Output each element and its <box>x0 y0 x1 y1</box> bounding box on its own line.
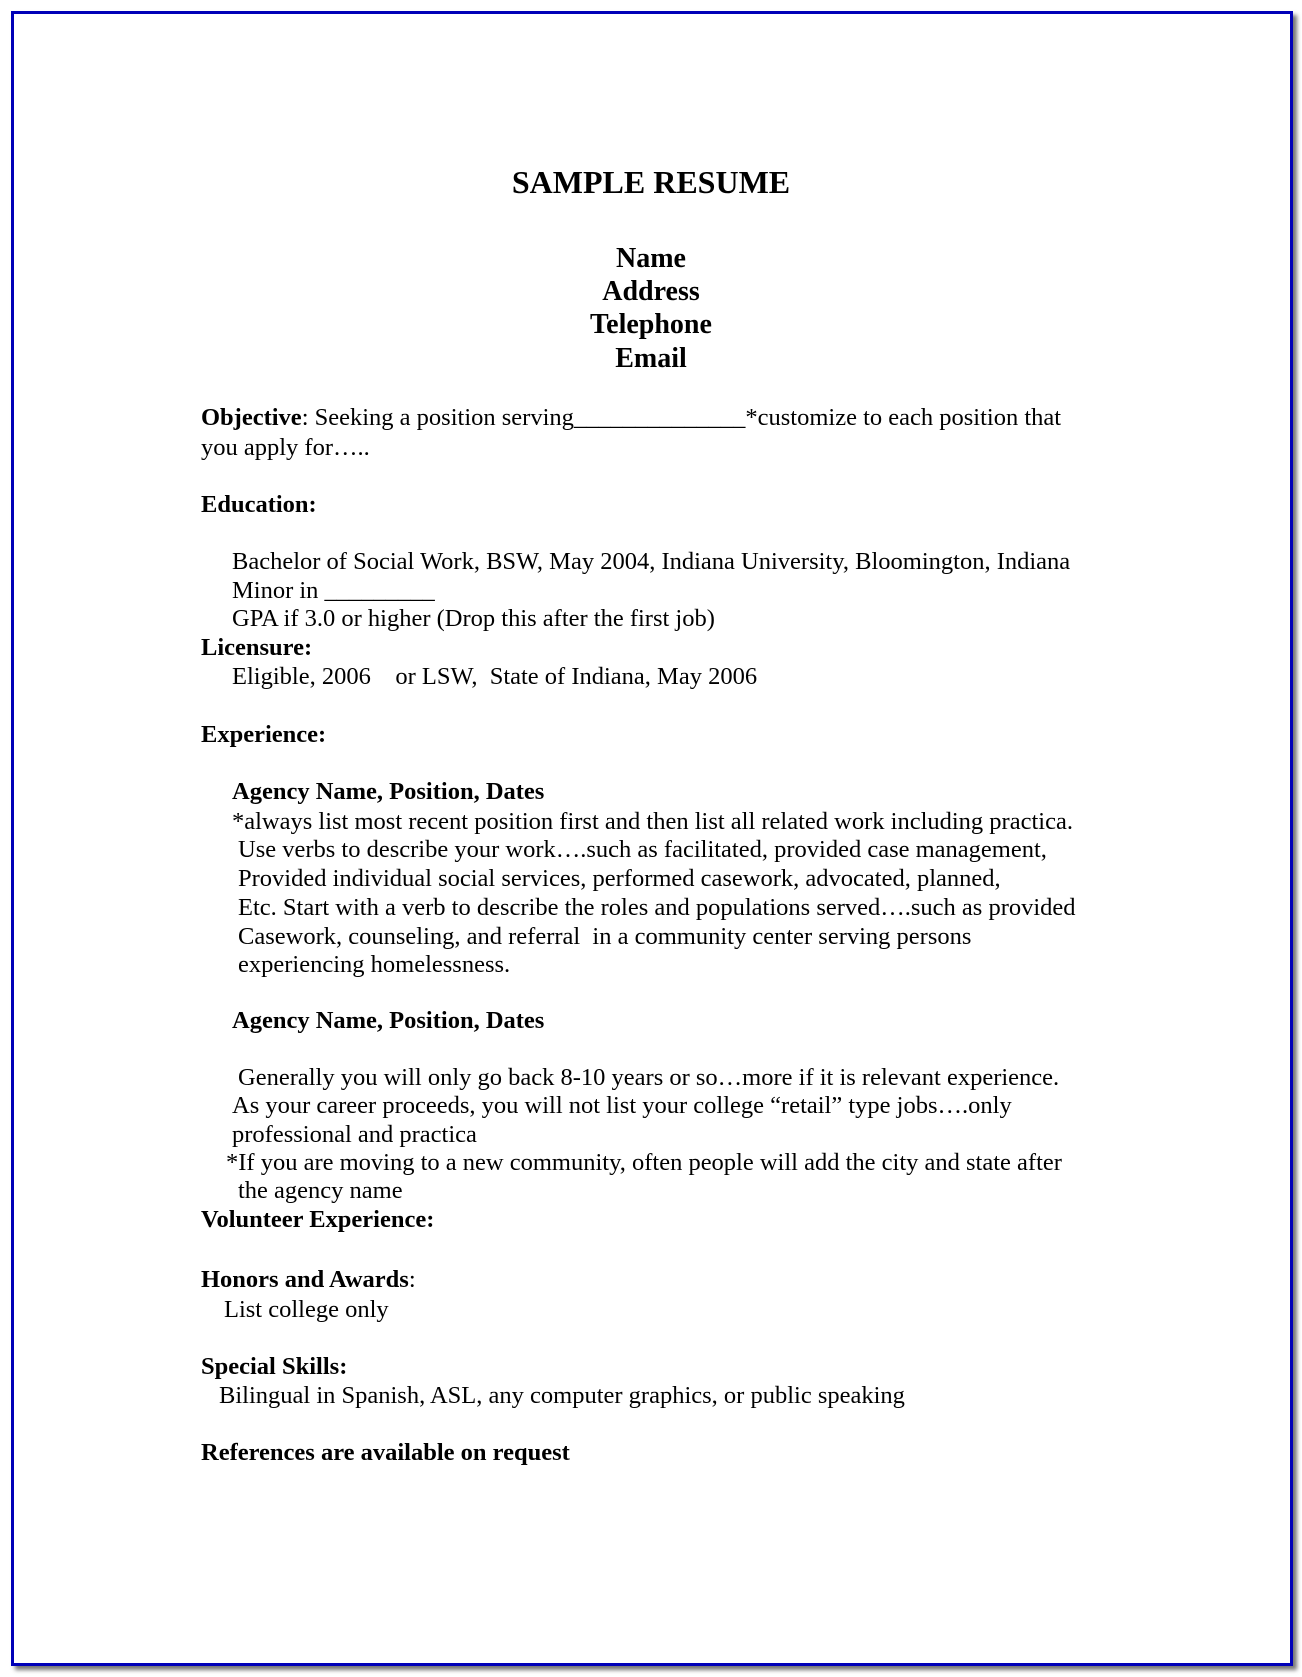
education-heading: Education: <box>201 491 317 518</box>
honors-heading-line <box>201 1265 416 1294</box>
experience-entry-title: Agency Name, Position, Dates <box>232 1007 545 1034</box>
licensure-heading: Licensure: <box>201 634 313 661</box>
contact-telephone: Telephone <box>590 309 712 340</box>
experience-line: Use verbs to describe your work….such as facilitated, provided case management, <box>238 836 1047 863</box>
education-line: Bachelor of Social Work, BSW, May 2004, Indiana University, Bloomington, Indiana <box>232 548 1071 575</box>
experience-line: Provided individual social services, performed casework, advocated, planned, <box>238 865 1001 892</box>
objective-label: Objective <box>201 404 302 431</box>
honors-colon: : <box>408 1266 416 1293</box>
experience-line: Generally you will only go back 8-10 years or so…more if it is relevant experience. <box>238 1064 1060 1091</box>
contact-email: Email <box>615 343 687 374</box>
page-title: SAMPLE RESUME <box>511 164 791 200</box>
experience-line: experiencing homelessness. <box>238 951 511 978</box>
skills-heading: Special Skills: <box>201 1353 348 1380</box>
experience-line: *always list most recent position first and then list all related work including practica. <box>232 808 1073 835</box>
references-line: References are available on request <box>201 1439 570 1466</box>
skills-line: Bilingual in Spanish, ASL, any computer graphics, or public speaking <box>219 1382 905 1409</box>
honors-line: List college only <box>224 1296 389 1323</box>
education-line: Minor in _________ <box>232 577 435 604</box>
honors-heading: Honors and Awards <box>201 1266 409 1293</box>
experience-line: Etc. Start with a verb to describe the roles and populations served….such as provided <box>238 894 1076 921</box>
volunteer-heading: Volunteer Experience: <box>201 1206 435 1233</box>
experience-line: professional and practica <box>232 1121 477 1148</box>
contact-address: Address <box>602 276 700 307</box>
experience-line: As your career proceeds, you will not list your college “retail” type jobs….only <box>232 1092 1012 1119</box>
objective-line <box>201 403 1061 432</box>
objective-text: : Seeking a position serving______________*customize to each position that <box>301 404 1062 431</box>
contact-name: Name <box>616 243 686 274</box>
objective-text-2: you apply for….. <box>201 434 370 461</box>
experience-heading: Experience: <box>201 721 327 748</box>
experience-entry-title: Agency Name, Position, Dates <box>232 778 545 805</box>
experience-line: the agency name <box>238 1177 403 1204</box>
licensure-line: Eligible, 2006 or LSW, State of Indiana, May 2006 <box>232 663 758 690</box>
education-line: GPA if 3.0 or higher (Drop this after the first job) <box>232 605 715 632</box>
experience-line: *If you are moving to a new community, often people will add the city and state after <box>226 1149 1062 1176</box>
experience-line: Casework, counseling, and referral in a community center serving persons <box>238 923 972 950</box>
